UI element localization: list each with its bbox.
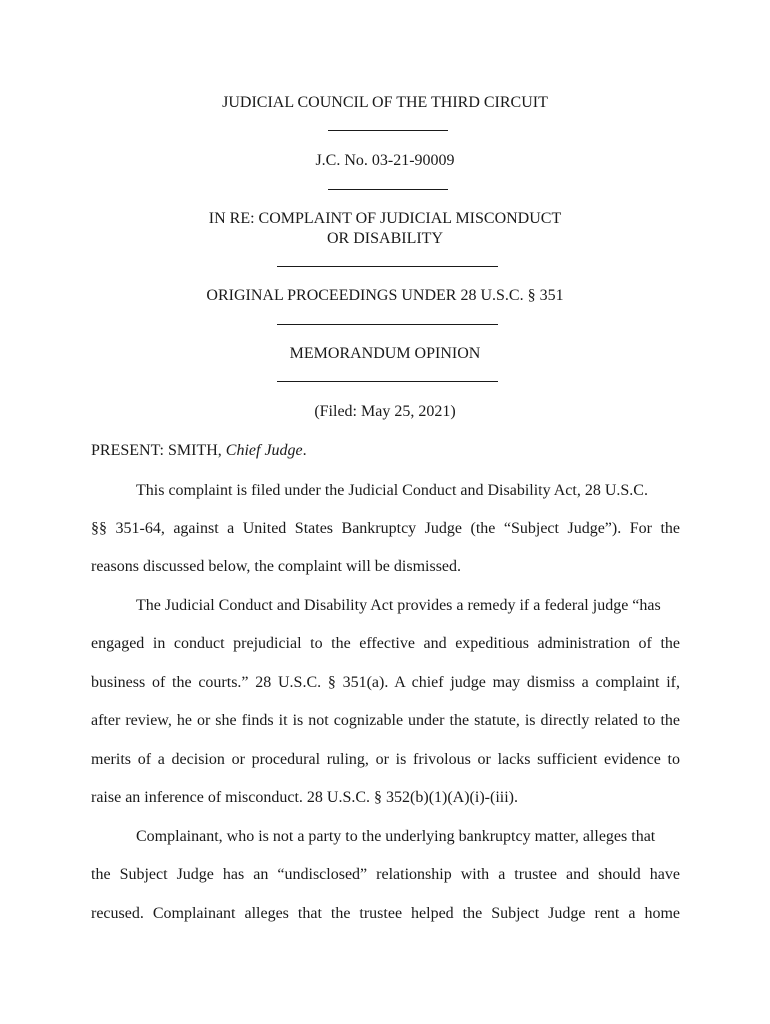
divider — [328, 189, 448, 190]
paragraph-1-line-3: reasons discussed below, the complaint will be dismissed. — [91, 558, 462, 575]
paragraph-3-line-2: the Subject Judge has an “undisclosed” relationship with a trustee and should have — [91, 866, 680, 883]
caption-line-2: OR DISABILITY — [327, 230, 443, 247]
paragraph-2-line-1: The Judicial Conduct and Disability Act provides a remedy if a federal judge “has — [136, 597, 661, 614]
present-title: Chief Judge — [225, 442, 303, 459]
paragraph-2-line-4: after review, he or she finds it is not cognizable under the statute, is directly related to the — [91, 712, 680, 729]
paragraph-1-line-1: This complaint is filed under the Judicial Conduct and Disability Act, 28 U.S.C. — [136, 482, 648, 499]
caption-line-1: IN RE: COMPLAINT OF JUDICIAL MISCONDUCT — [208, 210, 562, 227]
present-suffix: . — [302, 442, 307, 459]
divider — [277, 266, 498, 267]
present-prefix: PRESENT: SMITH, — [91, 442, 226, 459]
paragraph-2-line-6: raise an inference of misconduct. 28 U.S.C. § 352(b)(1)(A)(i)-(iii). — [91, 789, 518, 806]
divider — [328, 130, 448, 131]
proceedings-title: ORIGINAL PROCEEDINGS UNDER 28 U.S.C. § 351 — [206, 287, 564, 304]
paragraph-1-line-2: §§ 351-64, against a United States Bankruptcy Judge (the “Subject Judge”). For the — [91, 520, 680, 537]
divider — [277, 381, 498, 382]
divider — [277, 324, 498, 325]
filed-date: (Filed: May 25, 2021) — [314, 403, 456, 420]
court-name: JUDICIAL COUNCIL OF THE THIRD CIRCUIT — [222, 94, 548, 111]
present-line — [91, 441, 307, 461]
paragraph-3-line-3: recused. Complainant alleges that the trustee helped the Subject Judge rent a home — [91, 905, 680, 922]
paragraph-2-line-2: engaged in conduct prejudicial to the effective and expeditious administration of the — [91, 635, 680, 652]
case-number: J.C. No. 03-21-90009 — [315, 152, 455, 169]
paragraph-3-line-1: Complainant, who is not a party to the underlying bankruptcy matter, alleges that — [136, 828, 656, 845]
paragraph-2-line-3: business of the courts.” 28 U.S.C. § 351(a). A chief judge may dismiss a complaint if, — [91, 674, 680, 691]
paragraph-2-line-5: merits of a decision or procedural ruling, or is frivolous or lacks sufficient evidence to — [91, 751, 680, 768]
document-type: MEMORANDUM OPINION — [289, 345, 481, 362]
